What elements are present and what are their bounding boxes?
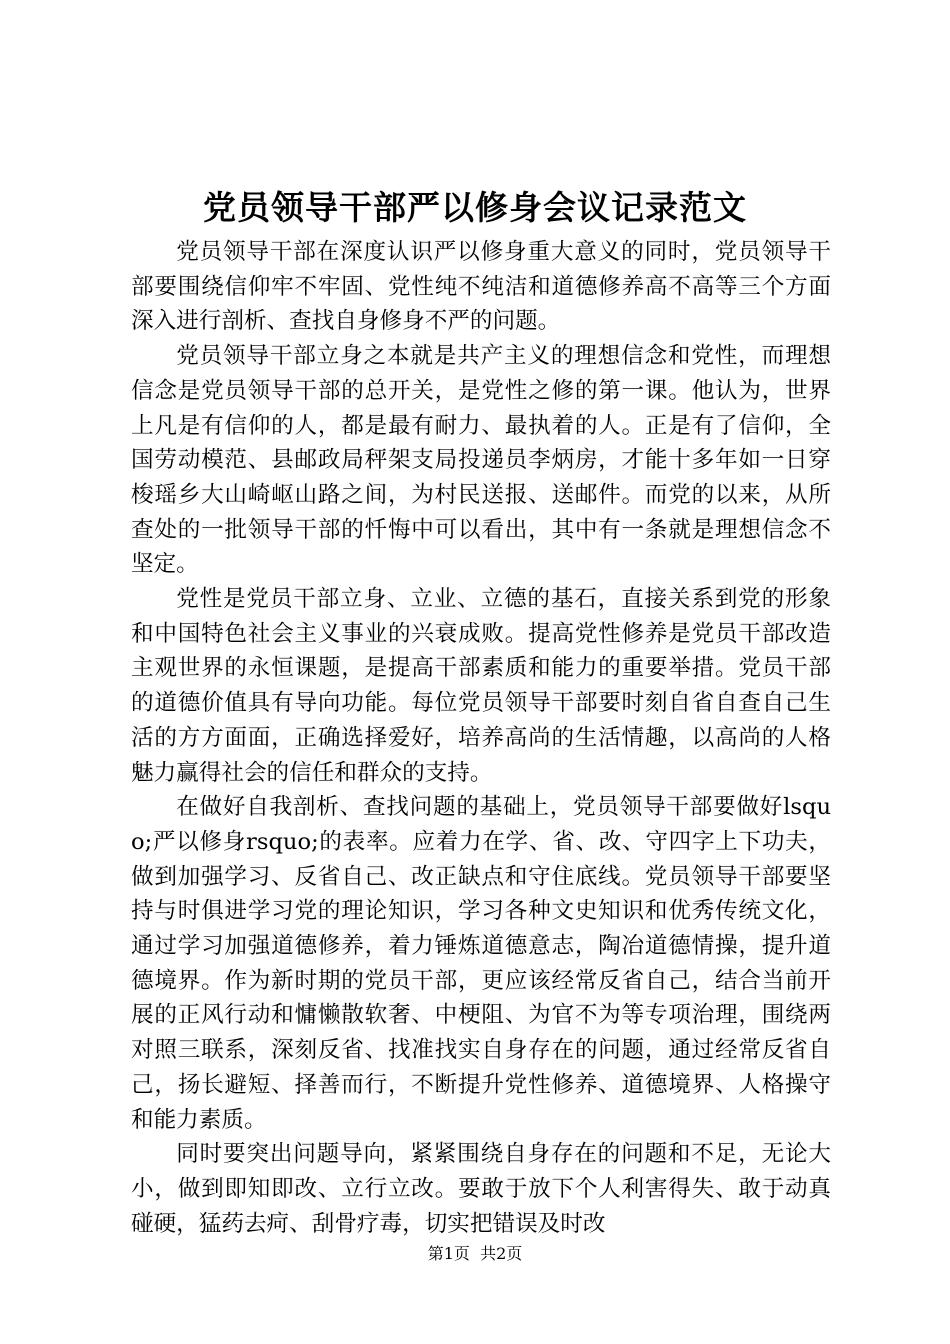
paragraph-2: 党员领导干部立身之本就是共产主义的理想信念和党性，而理想信念是党员领导干部的总开关，是党性之修的第一课。他认为，世界上凡是有信仰的人，都是最有耐力、最执着的人。正是有了信仰，全国劳动模范、县邮政局秤架支局投递员李炳房，才能十多年如一日穿梭瑶乡大山崎岖山路之间，为村民送报、送邮件。而党的以来，从所查处的一批领导干部的忏悔中可以看出，其中有一条就是理想信念不坚定。 [131, 343, 831, 578]
paragraph-1: 党员领导干部在深度认识严以修身重大意义的同时，党员领导干部要围绕信仰牢不牢固、党性纯不纯洁和道德修养高不高等三个方面深入进行剖析、查找自身修身不严的问题。 [131, 239, 831, 335]
paragraph-3: 党性是党员干部立身、立业、立德的基石，直接关系到党的形象和中国特色社会主义事业的兴衰成败。提高党性修养是党员干部改造主观世界的永恒课题，是提高干部素质和能力的重要举措。党员干部的道德价值具有导向功能。每位党员领导干部要时刻自省自查自己生活的方方面面，正确选择爱好，培养高尚的生活情趣，以高尚的人格魅力赢得社会的信任和群众的支持。 [131, 586, 831, 786]
page-number: 第1页 共2页 [427, 1244, 523, 1263]
page-footer [0, 1243, 950, 1265]
paragraph-5: 同时要突出问题导向，紧紧围绕自身存在的问题和不足，无论大小，做到即知即改、立行立改。要敢于放下个人利害得失、敢于动真碰硬，猛药去疴、刮骨疗毒，切实把错误及时改 [131, 1141, 831, 1237]
paragraph-4: 在做好自我剖析、查找问题的基础上，党员领导干部要做好lsquo;严以修身rsquo;的表率。应着力在学、省、改、守四字上下功夫，做到加强学习、反省自己、改正缺点和守住底线。党员领导干部要坚持与时俱进学习党的理论知识，学习各种文史知识和优秀传统文化，通过学习加强道德修养，着力锤炼道德意志，陶冶道德情操，提升道德境界。作为新时期的党员干部，更应该经常反省自己，结合当前开展的正风行动和慵懒散软奢、中梗阻、为官不为等专项治理，围绕两对照三联系，深刻反省、找准找实自身存在的问题，通过经常反省自己，扬长避短、择善而行，不断提升党性修养、道德境界、人格操守和能力素质。 [131, 794, 831, 1133]
document-body [131, 235, 831, 1241]
page-title: 党员领导干部严以修身会议记录范文 [203, 188, 747, 227]
